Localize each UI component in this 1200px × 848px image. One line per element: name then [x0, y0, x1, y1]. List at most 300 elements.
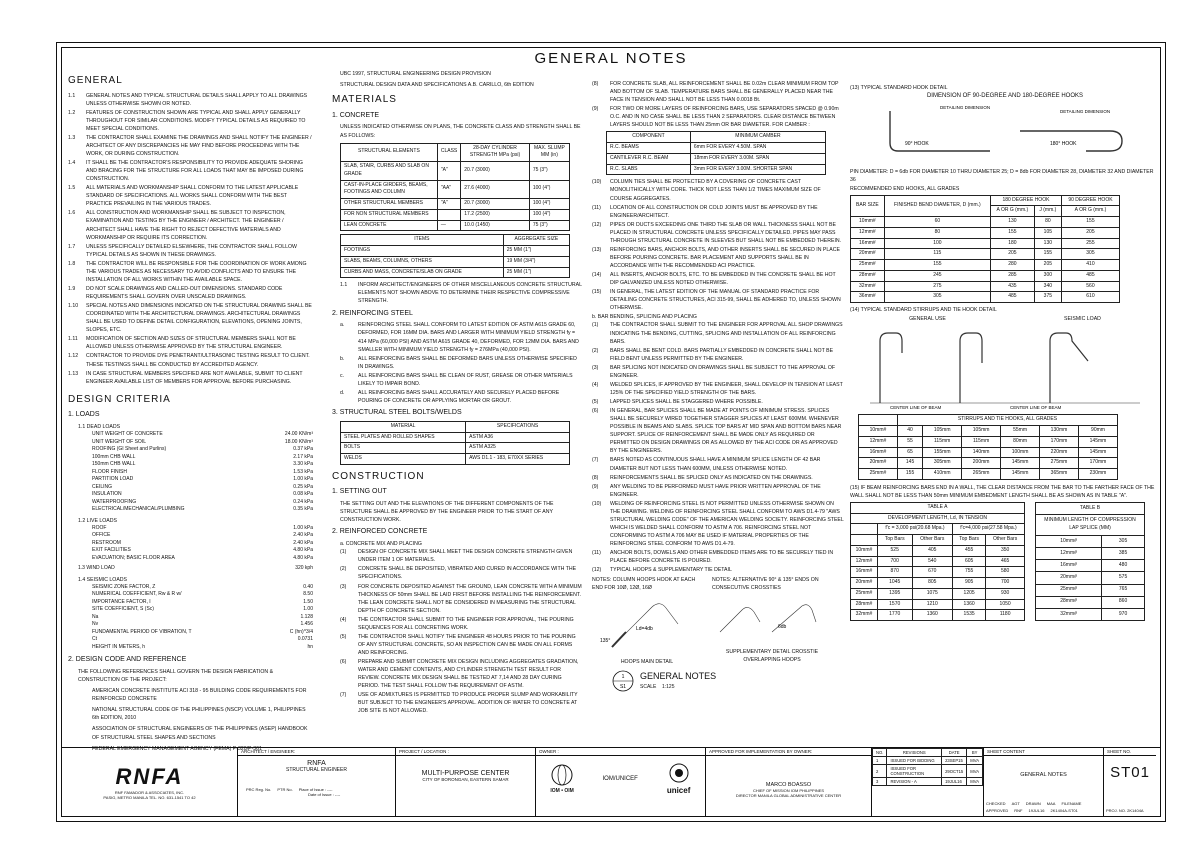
- materials-heading: MATERIALS: [332, 94, 397, 106]
- general-item-text: UNLESS SPECIFICALLY DETAILED ELSEWHERE, THE CONTRACTOR SHALL FOLLOW TYPICAL DETAILS AS SHOWN IN THESE DRAWINGS.: [86, 243, 297, 258]
- dead-load-value: 24.00 KN/m³: [284, 431, 313, 438]
- dead-load-label: PARTITION LOAD: [92, 476, 134, 483]
- rc-item-text: CONCRETE SHALL BE DEPOSITED, VIBRATED AND CURED IN ACCORDANCE WITH THE SPECIFICATIONS.: [358, 566, 577, 581]
- live-loads-list: [68, 525, 313, 563]
- general-item-number: 1.8: [68, 260, 76, 267]
- stirrup-cell: 170mm: [1079, 458, 1118, 469]
- steel-cell: WELDS: [341, 454, 466, 465]
- bending-item-text: THE CONTRACTOR SHALL SUBMIT TO THE ENGINEER FOR APPROVAL ALL SHOP DRAWINGS INDICATING THE BENDING, CUTTING, SPLICING AND INSTALLATION OF ALL REINFORCING BARS.: [610, 322, 843, 345]
- hook-cell: 255: [1061, 238, 1119, 249]
- tables-ab: [850, 502, 1160, 621]
- stirrup-cell: 365mm: [1040, 469, 1079, 480]
- rc-item: [332, 548, 582, 564]
- table-a-cell: 1360: [912, 610, 952, 621]
- proj-no: 2K1404A: [1127, 808, 1144, 813]
- rc-item-number: (2): [340, 566, 347, 573]
- approved-row: [986, 808, 1078, 813]
- crosstie-drawing: [712, 592, 827, 644]
- hook-cell: 12mm#: [851, 227, 885, 238]
- note-item-text: FOR TWO OR MORE LAYERS OF REINFORCING BARS, USE SEPARATORS SPACED @ 0.90m O.C. AND IN NO CASE SHALL BE LESS THAN 2 SEPARATORS. CLEAR DISTANCE BETWEEN LAYERS SHOULD NOT BE LESS THAN 25mm OR BAR DIAMETER. FOR CAMBER :: [610, 106, 839, 129]
- general-item: [68, 285, 313, 301]
- hook-cell: 205: [1034, 260, 1061, 271]
- camber-header-cell: COMPONENT: [607, 132, 691, 143]
- general-item-text: IT SHALL BE THE CONTRACTOR'S RESPONSIBILITY TO PROVIDE ADEQUATE SHORING AND BRACING FOR THE STRUCTURE FOR ALL LOADS THAT MAY BE IMPOSED DURING CONSTRUCTION.: [86, 160, 304, 183]
- construction-heading: CONSTRUCTION: [332, 470, 425, 482]
- table-a-cell: 12mm#: [851, 556, 878, 567]
- stirrup-cell: 155mm: [923, 447, 962, 458]
- seismic-load-value: 1.00: [303, 606, 313, 613]
- note-item-number: (12): [592, 221, 602, 228]
- dead-load-value: 0.35 kPa: [293, 506, 313, 513]
- table-a-cell: 405: [912, 545, 952, 556]
- bending-item: [592, 566, 844, 574]
- hook-cell: 155: [1061, 217, 1119, 228]
- hook-cell: 100: [884, 238, 990, 249]
- general-item-number: 1.2: [68, 109, 76, 116]
- table-a-blank: [851, 535, 878, 546]
- firm-logo: RNFA: [115, 764, 184, 789]
- revision-cell: MVA: [967, 757, 983, 765]
- table-a: [850, 502, 1025, 621]
- approval-block: [706, 748, 872, 816]
- general-item-number: 1.12: [68, 353, 79, 360]
- table-a-cell: 28mm#: [851, 599, 878, 610]
- approver-title-1: CHIEF OF MISSION IOM PHILIPPINES: [752, 788, 825, 793]
- general-item: [68, 260, 313, 284]
- bending-item-number: (2): [592, 347, 599, 354]
- table-a-cell: 10mm#: [851, 545, 878, 556]
- wind-label: 1.3 WIND LOAD: [78, 565, 115, 572]
- table-a-cell: 465: [986, 556, 1025, 567]
- general-items: [68, 92, 313, 386]
- steel-row: [341, 443, 570, 454]
- note-item: [592, 246, 844, 270]
- table-a-cell: 755: [953, 567, 986, 578]
- bending-item: [592, 381, 844, 397]
- approval-label: APPROVED FOR IMPLEMENTATION BY OWNER:: [706, 748, 871, 756]
- rc-item-text: USE OF ADMIXTURES IS PERMITTED TO PRODUCE PROPER SLUMP AND WORKABILITY BUT SUBJECT TO THE ENGINEER'S APPROVAL. ADDITION OF WATER TO CONCRETE AT JOB SITE IS NOT ALLOWED.: [358, 692, 578, 715]
- table-a-title-row: [851, 502, 1025, 513]
- hook-cell: 16mm#: [851, 238, 885, 249]
- hook-cell: 80: [884, 227, 990, 238]
- table-b-cell: 860: [1102, 596, 1145, 608]
- table-b-cell: 12mm#: [1036, 548, 1102, 560]
- title-block: [62, 747, 1160, 816]
- svg-text:CENTER LINE OF BEAM: CENTER LINE OF BEAM: [890, 405, 942, 410]
- steel-cell: AWS D1.1 - 183, E70XX SERIES: [466, 454, 570, 465]
- note-item: [592, 288, 844, 312]
- table-a-title: TABLE A: [851, 502, 1025, 513]
- table-a-cell: 32mm#: [851, 610, 878, 621]
- hook-row: [851, 281, 1120, 292]
- note-item: [592, 204, 844, 220]
- hook-subheader-cell: J (mm.): [1034, 206, 1061, 217]
- rc-heading: 2. REINFORCED CONCRETE: [332, 528, 428, 536]
- concrete-cell: 20.7 (3000): [461, 199, 530, 210]
- hook-cell: 155: [990, 227, 1034, 238]
- svg-text:CENTER LINE OF BEAM: CENTER LINE OF BEAM: [1010, 405, 1062, 410]
- stirrup-cell: 80mm: [1001, 436, 1040, 447]
- pin-diameter-note: PIN DIAMETER: D = 6db FOR DIAMETER 10 THRU DIAMETER 25; D = 8db FOR DIAMETER 28, DIAMETER 32 AND DIAMETER 36: [850, 169, 1154, 184]
- aggregate-cell: CURBS AND MASS, CONCRETE/SLAB ON GRADE: [341, 267, 504, 278]
- dead-load: [68, 431, 313, 439]
- revision-header: [873, 749, 983, 757]
- stirrup-cell: 145: [897, 458, 922, 469]
- section-title: GENERAL NOTES: [640, 670, 717, 681]
- dead-load-value: 0.24 kPa: [293, 498, 313, 505]
- hook-header-cell: BAR SIZE: [851, 195, 885, 217]
- hook-cell: 375: [1034, 292, 1061, 303]
- stirrup-cell: 275mm: [1040, 458, 1079, 469]
- rc-item-text: FOR CONCRETE DEPOSITED AGAINST THE GROUND, LEAN CONCRETE WITH A MINIMUM THICKNESS OF 50mm SHALL BE LAID FIRST BEFORE INSTALLING THE REINFORCEMENT. THE LEAN CONCRETE SHALL NOT BE CONSIDERED IN MEASURING THE STRUCTURAL DEPTH OF CONCRETE SECTION.: [358, 583, 582, 614]
- wind-load-row: [68, 565, 313, 573]
- revision-cell: MVA: [967, 778, 983, 786]
- hook-header-cell: FINISHED BEND DIAMETER, D (mm.): [884, 195, 990, 217]
- concrete-cell: 20.7 (3000): [461, 162, 530, 181]
- concrete-cell: "A": [437, 199, 460, 210]
- seismic-load-value: 1.456: [300, 621, 313, 628]
- stirrup-cell: 10mm#: [859, 426, 898, 437]
- concrete-header-cell: 28-DAY CYLINDER STRENGTH MPa (psi): [461, 143, 530, 162]
- steel-header-cell: SPECIFICATIONS: [466, 421, 570, 432]
- live-load: [68, 525, 313, 533]
- rc-item: [332, 658, 582, 690]
- hook-cell: 285: [990, 270, 1034, 281]
- table-a-cell: 930: [986, 588, 1025, 599]
- stirrup-cell: 140mm: [962, 447, 1001, 458]
- aggregate-row: [341, 267, 570, 278]
- dead-load-label: FLOOR FINISH: [92, 468, 128, 475]
- aggregate-row: [341, 256, 570, 267]
- concrete-header: [341, 143, 570, 162]
- general-item-text: IN CASE STRUCTURAL MEMBERS SPECIFIED ARE NOT AVAILABLE, SUBMIT TO CLIENT ENGINEER AVAILABLE LIST OF MEMBERS FOR APPROVAL BEFORE PURCHASING.: [86, 370, 303, 385]
- concrete-cell: 100 (4"): [529, 180, 569, 199]
- hook-header-cell: 90 DEGREE HOOK: [1061, 195, 1119, 206]
- table-b: [1035, 502, 1145, 621]
- note-item-number: (14): [592, 272, 602, 279]
- aggregate-header: [341, 235, 570, 246]
- stirrup-cell: 145mm: [1001, 458, 1040, 469]
- checked-initials: AGT: [1011, 801, 1020, 806]
- reinforcing-item-text: REINFORCING STEEL SHALL CONFORM TO LATEST EDITION OF ASTM A615 GRADE 60, DEFORMED, FOR 16MM DIA. BARS AND LARGER WITH MINIMUM YIELD STRENGTH fy = 414 MPa (60,000 PSI) AND ASTM A615 GRADE 40, DEFORMED, FOR 12MM DIA. BARS AND SMALLER WITH MINIMUM YIELD STRENGTH fy = 276MPa (40,000 PSI).: [358, 322, 579, 353]
- reinforcing-item: [332, 355, 582, 371]
- general-item: [68, 92, 313, 108]
- stirrup-heading: (14) TYPICAL STANDARD STIRRUPS AND TIE HOOK DETAIL: [850, 307, 997, 314]
- sheet-number-block: [1104, 748, 1156, 816]
- live-load-label: EVACUATION; BASIC FLOOR AREA: [92, 554, 175, 561]
- live-load-value: 4.80 kPa: [293, 547, 313, 554]
- bending-item-text: BAR SPLICING NOT INDICATED ON DRAWINGS SHALL BE SUBJECT TO THE APPROVAL OF ENGINEER.: [610, 364, 836, 379]
- project-name: MULTI-PURPOSE CENTER: [421, 770, 510, 777]
- table-b-cell: 10mm#: [1036, 536, 1102, 548]
- hook-cell: 245: [884, 270, 990, 281]
- hook-cell: 485: [990, 292, 1034, 303]
- rc-item-number: (6): [340, 659, 347, 666]
- stirrup-cell: 100mm: [1001, 447, 1040, 458]
- hook-cell: 305: [1061, 249, 1119, 260]
- bending-item-text: WELDED SPLICES, IF APPROVED BY THE ENGINEER, SHALL DEVELOP IN TENSION AT LEAST 125% OF THE SPECIFIED YIELD STRENGTH OF THE BARS.: [610, 381, 843, 396]
- dead-load: [68, 484, 313, 492]
- reinforcing-item-number: b.: [340, 355, 345, 362]
- general-item: [68, 184, 313, 208]
- general-item-number: 1.5: [68, 185, 76, 192]
- table-a-col: Other Bars: [912, 535, 952, 546]
- concrete-cell: FOR NON STRUCTURAL MEMBERS: [341, 209, 438, 220]
- seismic-load: [68, 606, 313, 614]
- reinforcing-item-number: d.: [340, 389, 345, 396]
- table-b-row: [1036, 536, 1145, 548]
- stirrup-row: [859, 436, 1118, 447]
- table-b-cell: 20mm#: [1036, 572, 1102, 584]
- hook-heading: (13) TYPICAL STANDARD HOOK DETAIL: [850, 85, 948, 91]
- concrete-cell: "A": [437, 162, 460, 181]
- approved-label: APPROVED: [986, 808, 1009, 813]
- stirrup-title: STIRRUPS AND TIE HOOKS, ALL GRADES: [897, 415, 1117, 426]
- stirrup-cell: 90mm: [1079, 426, 1118, 437]
- general-item-number: 1.6: [68, 210, 76, 217]
- scale-label: SCALE: [640, 683, 657, 690]
- drawing-sheet: [56, 42, 1166, 822]
- stirrup-cell: 145mm: [1079, 447, 1118, 458]
- seismic-load-label: SEISMIC ZONE FACTOR, Z: [92, 583, 156, 590]
- note-item-number: (11): [592, 204, 601, 211]
- bending-item-number: (9): [592, 483, 599, 490]
- rc-item-text: DESIGN OF CONCRETE MIX SHALL MEET THE DESIGN CONCRETE STRENGTH GIVEN UNDER ITEM 1 OF MATERIALS.: [358, 549, 573, 564]
- table-b-cell: 765: [1102, 584, 1145, 596]
- seismic-load: [68, 591, 313, 599]
- revision-cell: 29OCT15: [942, 765, 967, 778]
- section-scale: [640, 684, 716, 692]
- table-a-cell: 905: [953, 578, 986, 589]
- bending-item: [592, 549, 844, 565]
- hook-row: [851, 249, 1120, 260]
- stirrup-cell: 265mm: [962, 469, 1001, 480]
- concrete-row: [341, 209, 570, 220]
- column-notes: [592, 80, 844, 692]
- concrete-cell: 10.0 (1450): [461, 220, 530, 231]
- note-item: [592, 80, 844, 104]
- checked-label: CHECKED: [986, 801, 1006, 806]
- concrete-header-cell: CLASS: [437, 143, 460, 162]
- camber-table: [606, 131, 826, 175]
- sheet-content-block: [984, 748, 1104, 816]
- bending-item-text: BARS SHALL BE BENT COLD. BARS PARTIALLY EMBEDDED IN CONCRETE SHALL NOT BE FIELD BENT UNLESS PERMITTED BY THE ENGINEER.: [610, 347, 834, 362]
- revision-cell: 23SEP15: [942, 757, 967, 765]
- hook-cell: 130: [990, 217, 1034, 228]
- note-item-number: (10): [592, 179, 602, 186]
- dead-load: [68, 454, 313, 462]
- general-item: [68, 302, 313, 334]
- iom-logo: [550, 764, 573, 794]
- concrete-row: [341, 180, 570, 199]
- revision-header-cell: BY: [967, 749, 983, 757]
- general-item-text: ALL CONSTRUCTION AND WORKMANSHIP SHALL BE SUBJECT TO INSPECTION, EXAMINATION AND TESTING BY THE ENGINEER / ARCHITECT. THE ENGINEER / ARCHITECT SHALL HAVE THE RIGHT TO REJECT DEFECTIVE MATERIALS AND WORKMANSHIP OR REQUIRE ITS CORRECTION.: [86, 210, 286, 241]
- general-use-label: GENERAL USE: [909, 316, 946, 323]
- general-item-number: 1.4: [68, 160, 76, 166]
- steel-row: [341, 454, 570, 465]
- hook-cell: 485: [1061, 270, 1119, 281]
- svg-text:DETAILING DIMENSION: DETAILING DIMENSION: [940, 105, 991, 111]
- steel-table: [340, 421, 570, 465]
- general-item: [68, 109, 313, 133]
- owner-label: OWNER :: [536, 748, 705, 756]
- bending-item-number: (5): [592, 399, 599, 405]
- svg-text:1: 1: [621, 673, 625, 680]
- seismic-load-label: Nv: [92, 621, 99, 628]
- table-a-cell: 16mm#: [851, 567, 878, 578]
- table-a-cell: 1360: [953, 599, 986, 610]
- revision-cell: ISSUED FOR BIDDING: [887, 757, 942, 765]
- seismic-load-label: FUNDAMENTAL PERIOD OF VIBRATION, T: [92, 628, 192, 635]
- firm-name: RNF FAMADOR & ASSOCIATES, INC.: [114, 790, 185, 795]
- live-load: [68, 532, 313, 540]
- stirrup-cell: 410mm: [923, 469, 962, 480]
- iom-text: IOM • OIM: [550, 787, 574, 794]
- general-item-text: ALL MATERIALS AND WORKMANSHIP SHALL CONFORM TO THE LATEST APPLICABLE STANDARD OF SPECIFICATIONS. ALL WORKS SHALL CONFORM WITH THE BEST PRACTICE PREVAILING IN THE VARIOUS TRADES.: [86, 185, 299, 208]
- table-a-cell: 1535: [953, 610, 986, 621]
- svg-text:S1: S1: [619, 683, 627, 690]
- rc-item-number: (5): [340, 633, 347, 640]
- hook-row: [851, 270, 1120, 281]
- concrete-cell: —: [437, 220, 460, 231]
- camber-cell: 18mm FOR EVERY 3.00M. SPAN: [690, 153, 825, 164]
- live-load: [68, 540, 313, 548]
- dead-load: [68, 506, 313, 514]
- revision-row: [873, 757, 983, 765]
- aggregate-table: [340, 234, 570, 278]
- table-a-cell: 605: [953, 556, 986, 567]
- bending-item-text: ANY WELDING TO BE PERFORMED MUST HAVE PRIOR WRITTEN APPROVAL OF THE ENGINEER.: [610, 483, 821, 498]
- table-a-subtitle: DEVELOPMENT LENGTH, Ld, IN TENSION: [851, 513, 1025, 524]
- column-hooks: [850, 84, 1160, 621]
- bending-item: [592, 474, 844, 482]
- aggregate-cell: 25 MM (1"): [503, 267, 569, 278]
- dead-load-label: UNIT WEIGHT OF CONCRETE: [92, 431, 163, 438]
- stirrup-row: [859, 458, 1118, 469]
- table-a-cell: 1050: [986, 599, 1025, 610]
- bending-item-text: LAPPED SPLICES SHALL BE STAGGERED WHERE POSSIBLE.: [610, 399, 763, 405]
- bending-item: [592, 456, 844, 472]
- dead-load: [68, 439, 313, 447]
- dead-load-value: 1.53 kPa: [293, 468, 313, 475]
- prc-label: PRC Reg. No.: [246, 787, 272, 792]
- code-reference: AMERICAN CONCRETE INSTITUTE ACI 318 - 95 BUILDING CODE REQUIREMENTS FOR REINFORCED CONCRETE: [92, 688, 307, 703]
- revisions-block: [872, 748, 984, 816]
- concrete-cell: OTHER STRUCTURAL MEMBERS: [341, 199, 438, 210]
- rc-list: [332, 548, 582, 715]
- table-b-cell: 28mm#: [1036, 596, 1102, 608]
- place-label: Place of Issue : ----: [298, 787, 333, 792]
- bending-item-number: (1): [592, 322, 599, 329]
- bending-item-number: (7): [592, 457, 599, 464]
- note-item-text: COLUMN TIES SHALL BE PROTECTED BY A COVERING OF CONCRETE CAST MONOLITHICALLY WITH CORE. THICK NOT LESS THAN 1/2 TIMES MAXIMUM SIZE OF COURSE AGGREGATES.: [610, 179, 821, 202]
- hook-cell: 610: [1061, 292, 1119, 303]
- setting-out-text: THE SETTING OUT AND THE ELEVATIONS OF THE DIFFERENT COMPONENTS OF THE STRUCTURE SHALL BE APPROVED BY THE ENGINEER PRIOR TO THE START OF ANY CONSTRUCTION WORK.: [340, 501, 554, 524]
- rc-item: [332, 565, 582, 581]
- rc-item-number: (7): [340, 692, 347, 699]
- seismic-load-label: SEISMIC LOAD: [1064, 316, 1101, 323]
- stirrup-table: [858, 414, 1118, 480]
- revision-row: [873, 765, 983, 778]
- approved-initials: RNF: [1014, 808, 1023, 813]
- camber-row: [607, 164, 826, 175]
- table-a-fc: f'c=4,000 psi(27.58 Mpa.): [953, 524, 1025, 535]
- revision-cell: ISSUED FOR CONSTRUCTION: [887, 765, 942, 778]
- code-reference: ASSOCIATION OF STRUCTURAL ENGINEERS OF THE PHILIPPINES (ASEP) HANDBOOK OF STRUCTURAL STEEL SHAPES AND SECTIONS: [92, 726, 308, 741]
- table-a-cell: 580: [986, 567, 1025, 578]
- section-marker: [592, 670, 844, 692]
- hook-cell: 280: [990, 260, 1034, 271]
- concrete-cell: LEAN CONCRETE: [341, 220, 438, 231]
- supplementary-caption: SUPPLEMENTARY DETAIL CROSSTIE OVERLAPPING HOOPS: [725, 648, 819, 663]
- steel-heading: 3. STRUCTURAL STEEL BOLTS/WELDS: [332, 409, 462, 416]
- architect-name: RNFA: [307, 760, 326, 767]
- table-b-title-row: [1036, 502, 1145, 514]
- concrete-cell: CAST-IN-PLACE GIRDERS, BEAMS, FOOTINGS AND COLUMN: [341, 180, 438, 199]
- scale-value: 1:125: [661, 683, 675, 690]
- hook-header-cell: 180 DEGREE HOOK: [990, 195, 1061, 206]
- camber-cell: CANTILEVER R.C. BEAM: [607, 153, 691, 164]
- rc-item: [332, 633, 582, 657]
- concrete-cell: 100 (4"): [529, 209, 569, 220]
- general-item-text: MODIFICATION OF SECTION AND SIZES OF STRUCTURAL MEMBERS SHALL NOT BE ALLOWED UNLESS OTHERWISE APPROVED BY THE STRUCTURAL ENGINEER.: [86, 336, 296, 351]
- seismic-load-label: SITE COEFFICIENT, S (Sc): [92, 606, 154, 613]
- svg-text:Ld=4db: Ld=4db: [636, 626, 653, 633]
- revision-header-cell: DATE: [942, 749, 967, 757]
- notes-list-b: [592, 178, 844, 312]
- table-a-row: [851, 567, 1025, 578]
- stirrup-cell: 200mm: [962, 458, 1001, 469]
- dead-load-label: INSULATION: [92, 491, 122, 498]
- dead-load: [68, 491, 313, 499]
- table-a-cell: 700: [986, 578, 1025, 589]
- hook-cell: 275: [884, 281, 990, 292]
- stirrup-cell: 130mm: [1040, 426, 1079, 437]
- general-item-text: FEATURES OF CONSTRUCTION SHOWN ARE TYPICAL AND SHALL APPLY GENERALLY THROUGHOUT FOR SIMILAR CONDITIONS. MODIFY TYPICAL DETAILS AS REQUIRED TO MEET SPECIAL CONDITIONS.: [86, 109, 306, 132]
- general-item-text: SPECIAL NOTES AND DIMENSIONS INDICATED ON THE STRUCTURAL DRAWING SHALL BE COORDINATED WITH THE ARCHITECTURAL DRAWINGS. ARCHITECTURAL DRAWINGS SHALL BE USED TO DEFINE DETAIL CONFIGURATION, ELEVATIONS, OPENING JOINTS, SLOPES, ETC.: [86, 303, 312, 334]
- concrete-text: UNLESS INDICATED OTHERWISE ON PLANS, THE CONCRETE CLASS AND STRENGTH SHALL BE AS FOLLOWS:: [340, 124, 581, 139]
- hook-cell: 80: [1034, 217, 1061, 228]
- sheet-content: GENERAL NOTES: [1020, 772, 1067, 778]
- drawn-initials: MAA: [1046, 801, 1056, 806]
- table-b-cell: 25mm#: [1036, 584, 1102, 596]
- table-a-cell: 700: [877, 556, 912, 567]
- concrete-heading: 1. CONCRETE: [332, 111, 380, 119]
- steel-row: [341, 432, 570, 443]
- concrete-cell: 100 (4"): [529, 199, 569, 210]
- table-a-row: [851, 599, 1025, 610]
- concrete-row: [341, 162, 570, 181]
- iom-globe-icon: [551, 764, 573, 786]
- rc-item-text: PREPARE AND SUBMIT CONCRETE MIX DESIGN INCLUDING AGGREGATES GRADATION, WATER AND CEMENT CONTENTS, AND CYLINDER STRENGTH TEST RESULT FOR REVIEW. CONCRETE MIX DESIGN SHALL BE TESTED AT 7,14 AND 28 DAY CURING PERIOD. THE TEST SHALL FOLLOW THE REQUIREMENT OF ASTM.: [358, 659, 579, 690]
- dead-load-value: 0.08 kPa: [293, 491, 313, 498]
- svg-text:6db: 6db: [778, 624, 787, 631]
- general-item-number: 1.13: [68, 370, 79, 377]
- revisions-table: [872, 748, 983, 786]
- dead-load-label: 150mm CHB WALL: [92, 461, 136, 468]
- architect-label: ARCHITECT / ENGINEER:: [238, 748, 395, 756]
- table-a-cell: 25mm#: [851, 588, 878, 599]
- checked-row: [986, 801, 1081, 806]
- table-a-sub-row: [851, 513, 1025, 524]
- reinforcing-list: [332, 321, 582, 405]
- hook-subheader-cell: A OR G (mm.): [990, 206, 1034, 217]
- architect-role: STRUCTURAL ENGINEER: [286, 767, 347, 773]
- firm-logo-block: [62, 748, 238, 816]
- bending-item: [592, 500, 844, 548]
- general-item-number: 1.10: [68, 303, 79, 310]
- general-item-number: 1.7: [68, 243, 76, 250]
